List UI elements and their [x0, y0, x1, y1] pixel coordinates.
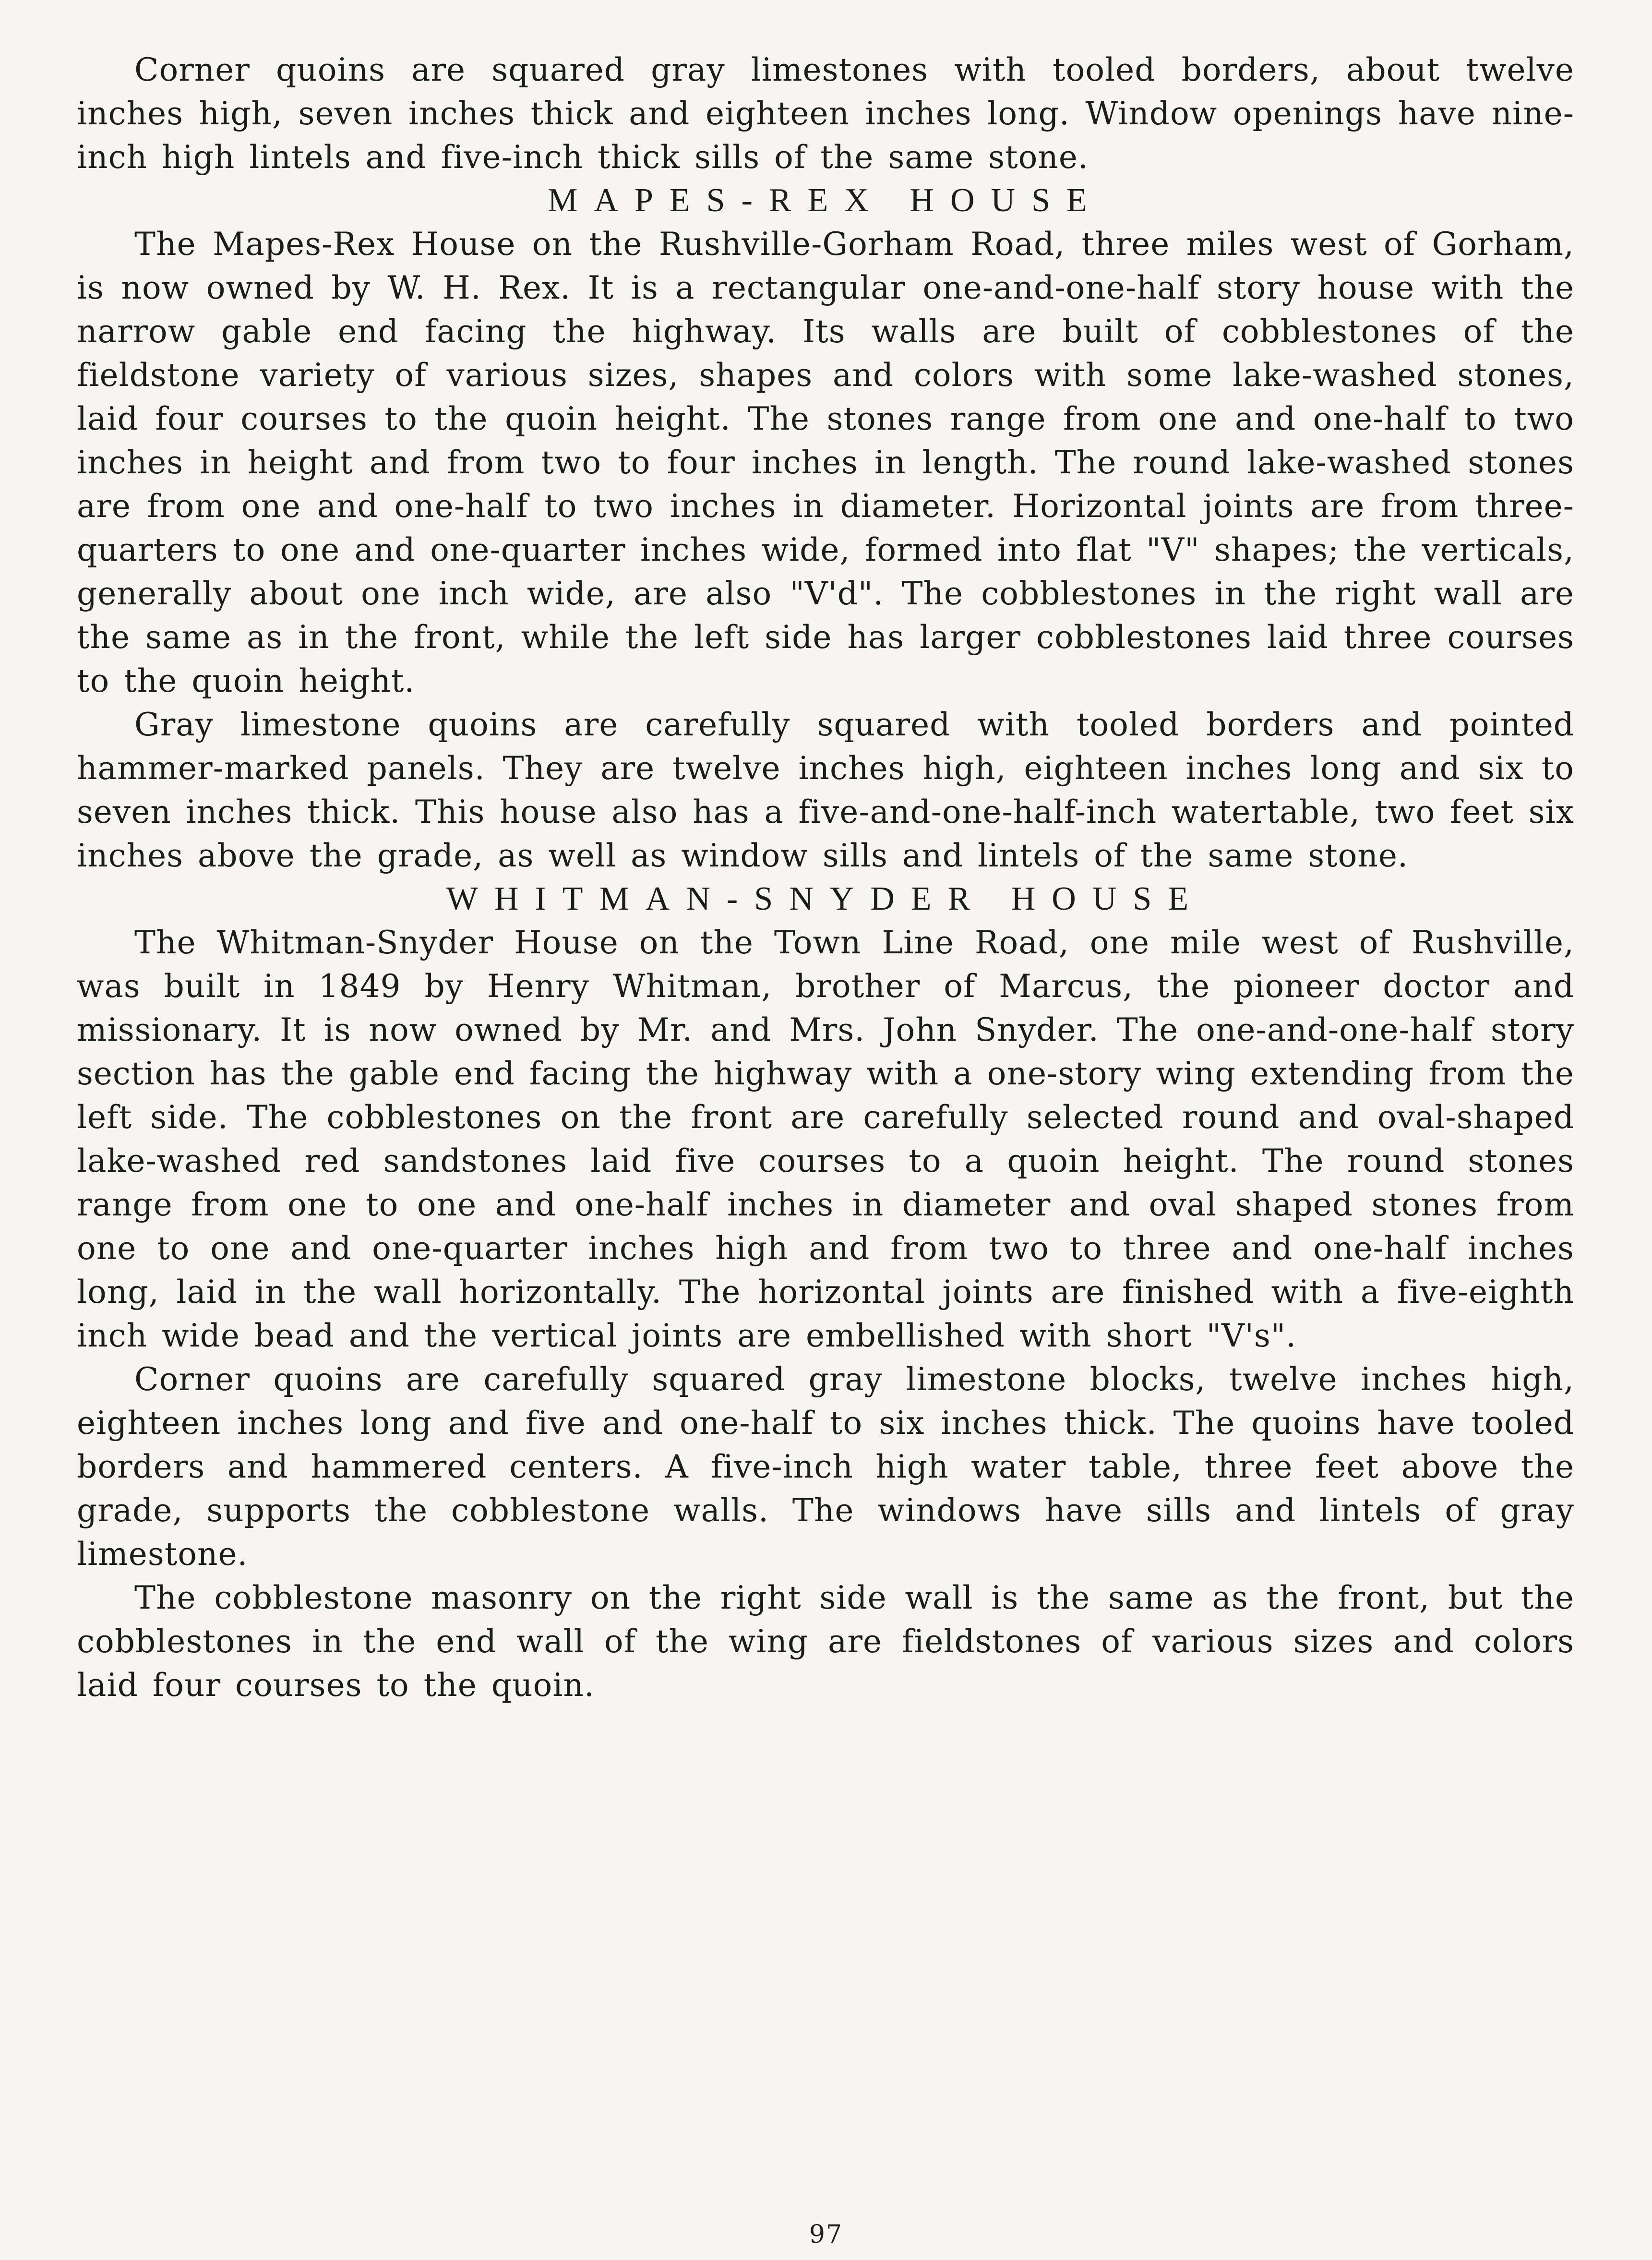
whitman-snyder-paragraph-2: Corner quoins are carefully squared gray limestone blocks, twelve inches high, eighteen inches long and five and one-half to six inches thick. The quoins have tooled borders and hammered centers. A five-inch high water table, three feet above the grade, supports the cobblestone walls. The windows have sills and lintels of gray limestone. [77, 1361, 1574, 1573]
section-heading-whitman-snyder: WHITMAN-SNYDER HOUSE [446, 880, 1205, 917]
mapes-rex-paragraph-2: Gray limestone quoins are carefully squared with tooled borders and pointed hammer-marked panels. They are twelve inches high, eighteen inches long and six to seven inches thick. This house also has a five-and-one-half-inch watertable, two feet six inches above the grade, as well as window sills and lintels of the same stone. [77, 706, 1574, 874]
page-number: 97 [809, 2220, 843, 2249]
intro-paragraph: Corner quoins are squared gray limestones with tooled borders, about twelve inches high, seven inches thick and eighteen inches long. Window openings have nine-inch high lintels and five-inch thick sills of the same stone. [77, 51, 1574, 176]
whitman-snyder-paragraph-3: The cobblestone masonry on the right side wall is the same as the front, but the cobblestones in the end wall of the wing are fieldstones of various sizes and colors laid four courses to the quoin. [77, 1579, 1574, 1704]
mapes-rex-paragraph-1: The Mapes-Rex House on the Rushville-Gorham Road, three miles west of Gorham, is now owned by W. H. Rex. It is a rectangular one-and-one-half story house with the narrow gable end facing the highway. Its walls are built of cobblestones of the fieldstone variety of various sizes, shapes and colors with some lake-washed stones, laid four courses to the quoin height. The stones range from one and one-half to two inches in height and from two to four inches in length. The round lake-washed stones are from one and one-half to two inches in diameter. Horizontal joints are from three-quarters to one and one-quarter inches wide, formed into flat "V" shapes; the verticals, generally about one inch wide, are also "V'd". The cobblestones in the right wall are the same as in the front, while the left side has larger cobblestones laid three courses to the quoin height. [77, 226, 1574, 699]
section-heading-mapes-rex: MAPES-REX HOUSE [548, 182, 1103, 219]
document-page [77, 48, 1574, 1707]
whitman-snyder-paragraph-1: The Whitman-Snyder House on the Town Line Road, one mile west of Rushville, was built in 1849 by Henry Whitman, brother of Marcus, the pioneer doctor and missionary. It is now owned by Mr. and Mrs. John Snyder. The one-and-one-half story section has the gable end facing the highway with a one-story wing extending from the left side. The cobblestones on the front are carefully selected round and oval-shaped lake-washed red sandstones laid five courses to a quoin height. The round stones range from one to one and one-half inches in diameter and oval shaped stones from one to one and one-quarter inches high and from two to three and one-half inches long, laid in the wall horizontally. The horizontal joints are finished with a five-eighth inch wide bead and the vertical joints are embellished with short "V's". [77, 924, 1574, 1354]
